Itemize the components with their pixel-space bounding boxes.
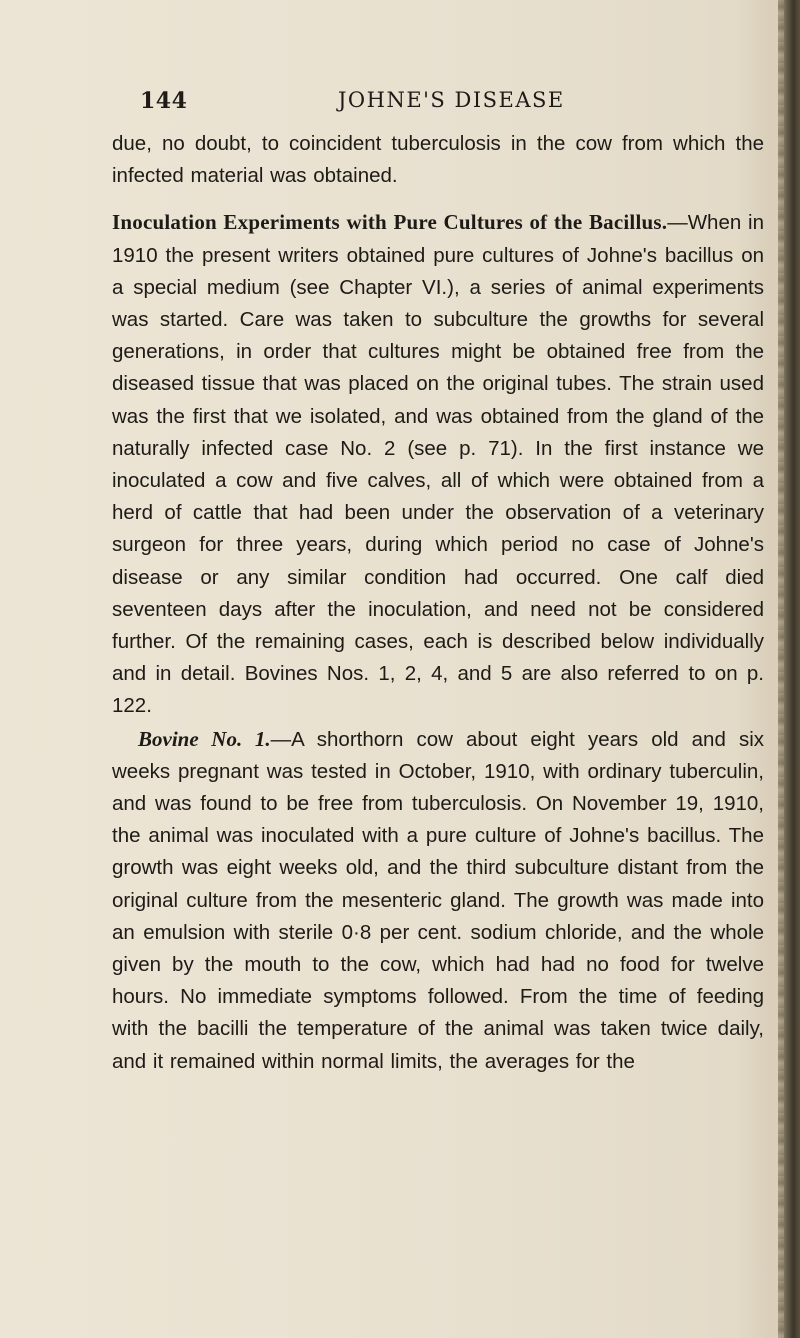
page-edge-shadow xyxy=(778,0,800,1338)
paragraph-bovine-no-1 xyxy=(112,723,764,1078)
running-head: JOHNE'S DISEASE xyxy=(338,88,565,112)
paragraph-text: —When in 1910 the present writers obtained pure cultures of Johne's bacillus on a special medium (see Chapter VI.), a series of animal experiments was started. Care was taken to subculture the growths for several generations, in order that cultures might be obtained free from the diseased tissue that was placed on the original tubes. The strain used was the first that we isolated, and was obtained from the gland of the naturally infected case No. 2 (see p. 71). In the first instance we inoculated a cow and five calves, all of which were obtained from a herd of cattle that had been under the observation of a veterinary surgeon for three years, during which period no case of Johne's disease or any similar condition had occurred. One calf died seventeen days after the inoculation, and need not be considered further. Of the remaining cases, each is described below individually and in detail. Bovines Nos. 1, 2, 4, and 5 are also referred to on p. 122. xyxy=(112,211,764,718)
paragraph-text: —A shorthorn cow about eight years old and six weeks pregnant was tested in October, 1910, with ordinary tuberculin, and was found to be free from tuberculosis. On November 19, 1910, the animal was inoculated with a pure culture of Johne's bacillus. The growth was eight weeks old, and the third subculture distant from the original culture from the mesenteric gland. The growth was made into an emulsion with sterile 0·8 per cent. sodium chloride, and the whole given by the mouth to the cow, which had had no food for twelve hours. No immediate symptoms followed. From the time of feeding with the bacilli the temperature of the animal was taken twice daily, and it remained within normal limits, the averages for the xyxy=(112,727,765,1073)
subheading: Bovine No. 1. xyxy=(138,726,271,751)
page-number: 144 xyxy=(140,88,188,114)
body-text xyxy=(112,128,764,1078)
paragraph-continuation: due, no doubt, to coincident tuberculosis in the cow from which the infected material was obtained. xyxy=(112,132,764,188)
section-heading: Inoculation Experiments with Pure Cultures of the Bacillus. xyxy=(112,210,668,235)
page-header xyxy=(140,88,770,124)
paragraph-inoculation-experiments xyxy=(112,206,764,722)
